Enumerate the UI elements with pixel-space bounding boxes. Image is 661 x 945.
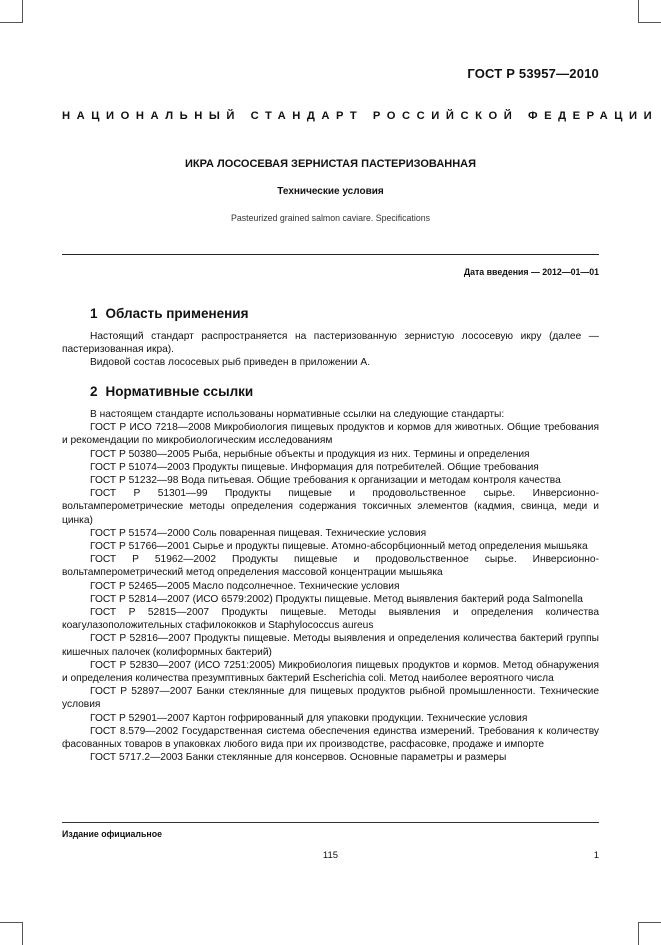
national-standard-banner: НАЦИОНАЛЬНЫЙ СТАНДАРТ РОССИЙСКОЙ ФЕДЕРАЦИИ xyxy=(62,110,659,122)
reference-item: ГОСТ 8.579—2002 Государственная система обеспечения единства измерений. Требования к количеству фасованных товаров в упаковках любого вида при их производстве, расфасовке, продаже и импорте xyxy=(62,725,599,751)
reference-item: ГОСТ Р 52814—2007 (ИСО 6579:2002) Продукты пищевые. Метод выявления бактерий рода Salmonella xyxy=(90,593,583,605)
footer-divider xyxy=(62,822,599,823)
page-number-right: 1 xyxy=(593,850,599,861)
reference-item: ГОСТ Р ИСО 7218—2008 Микробиология пищевых продуктов и кормов для животных. Общие требования и рекомендации по микробиологическим исследованиям xyxy=(62,422,599,447)
page-number-center: 115 xyxy=(322,850,339,861)
crop-mark-bottom-left xyxy=(0,922,23,945)
reference-item: ГОСТ Р 52901—2007 Картон гофрированный для упаковки продукции. Технические условия xyxy=(90,712,528,724)
section-2-heading xyxy=(90,384,253,399)
reference-item: ГОСТ Р 50380—2005 Рыба, нерыбные объекты и продукция из них. Термины и определения xyxy=(90,448,530,460)
document-title: ИКРА ЛОСОСЕВАЯ ЗЕРНИСТАЯ ПАСТЕРИЗОВАННАЯ xyxy=(184,158,477,170)
reference-item: ГОСТ Р 51574—2000 Соль поваренная пищевая. Технические условия xyxy=(90,527,427,539)
references-intro: В настоящем стандарте использованы нормативные ссылки на следующие стандарты: xyxy=(90,409,505,420)
crop-mark-top-left xyxy=(0,0,23,23)
references-list xyxy=(62,408,599,764)
reference-item: ГОСТ Р 52465—2005 Масло подсолнечное. Технические условия xyxy=(90,580,400,592)
introduction-date: Дата введения — 2012—01—01 xyxy=(463,267,599,277)
english-title: Pasteurized grained salmon caviare. Specifications xyxy=(230,213,430,223)
reference-item: ГОСТ Р 52897—2007 Банки стеклянные для пищевых продуктов рыбной промышленности. Технические условия xyxy=(62,686,599,711)
document-subtitle: Технические условия xyxy=(277,186,384,197)
title-divider xyxy=(62,254,599,255)
reference-item: ГОСТ Р 51074—2003 Продукты пищевые. Информация для потребителей. Общие требования xyxy=(90,461,539,473)
reference-item: ГОСТ Р 52815—2007 Продукты пищевые. Методы выявления и определения количества коагулазоположительных стафилококков и Staphylococcus aureus xyxy=(62,607,599,632)
crop-mark-top-right xyxy=(638,0,661,23)
reference-item: ГОСТ Р 51962—2002 Продукты пищевые и продовольственное сырье. Инверсионно-вольтамперометрический метод определения массовой концентрации мышьяка xyxy=(62,554,599,579)
section-1-heading xyxy=(90,306,248,321)
reference-item: ГОСТ 5717.2—2003 Банки стеклянные для консервов. Основные параметры и размеры xyxy=(90,752,507,764)
official-edition-label: Издание официальное xyxy=(62,829,162,839)
section-1-title: Область применения xyxy=(105,306,249,321)
document-number: ГОСТ Р 53957—2010 xyxy=(467,66,599,81)
reference-item: ГОСТ Р 52830—2007 (ИСО 7251:2005) Микробиология пищевых продуктов и кормов. Метод обнаружения и определения количества презумптивных бактерий Escherichia coli. Метод наиболее вероятного числа xyxy=(62,659,599,685)
reference-item: ГОСТ Р 51232—98 Вода питьевая. Общие требования к организации и методам контроля качества xyxy=(90,475,561,487)
section-2-title: Нормативные ссылки xyxy=(105,384,254,399)
section-1-body xyxy=(62,330,599,370)
section-1-paragraph: Видовой состав лососевых рыб приведен в приложении А. xyxy=(90,357,371,369)
crop-mark-bottom-right xyxy=(638,922,661,945)
reference-item: ГОСТ Р 52816—2007 Продукты пищевые. Методы выявления и определения количества бактерий группы кишечных палочек (колиформных бактерий) xyxy=(62,633,599,658)
section-1-paragraph: Настоящий стандарт распространяется на пастеризованную зернистую лососевую икру (далее — пастеризованная икра). xyxy=(62,331,599,356)
section-2-number: 2 xyxy=(90,384,98,399)
section-1-number: 1 xyxy=(90,306,98,321)
reference-item: ГОСТ Р 51766—2001 Сырье и продукты пищевые. Атомно-абсорбционный метод определения мышьяка xyxy=(90,541,588,553)
reference-item: ГОСТ Р 51301—99 Продукты пищевые и продовольственное сырье. Инверсионно-вольтамперометрические методы определения содержания токсичных элементов (кадмия, свинца, меди и цинка) xyxy=(62,488,599,526)
